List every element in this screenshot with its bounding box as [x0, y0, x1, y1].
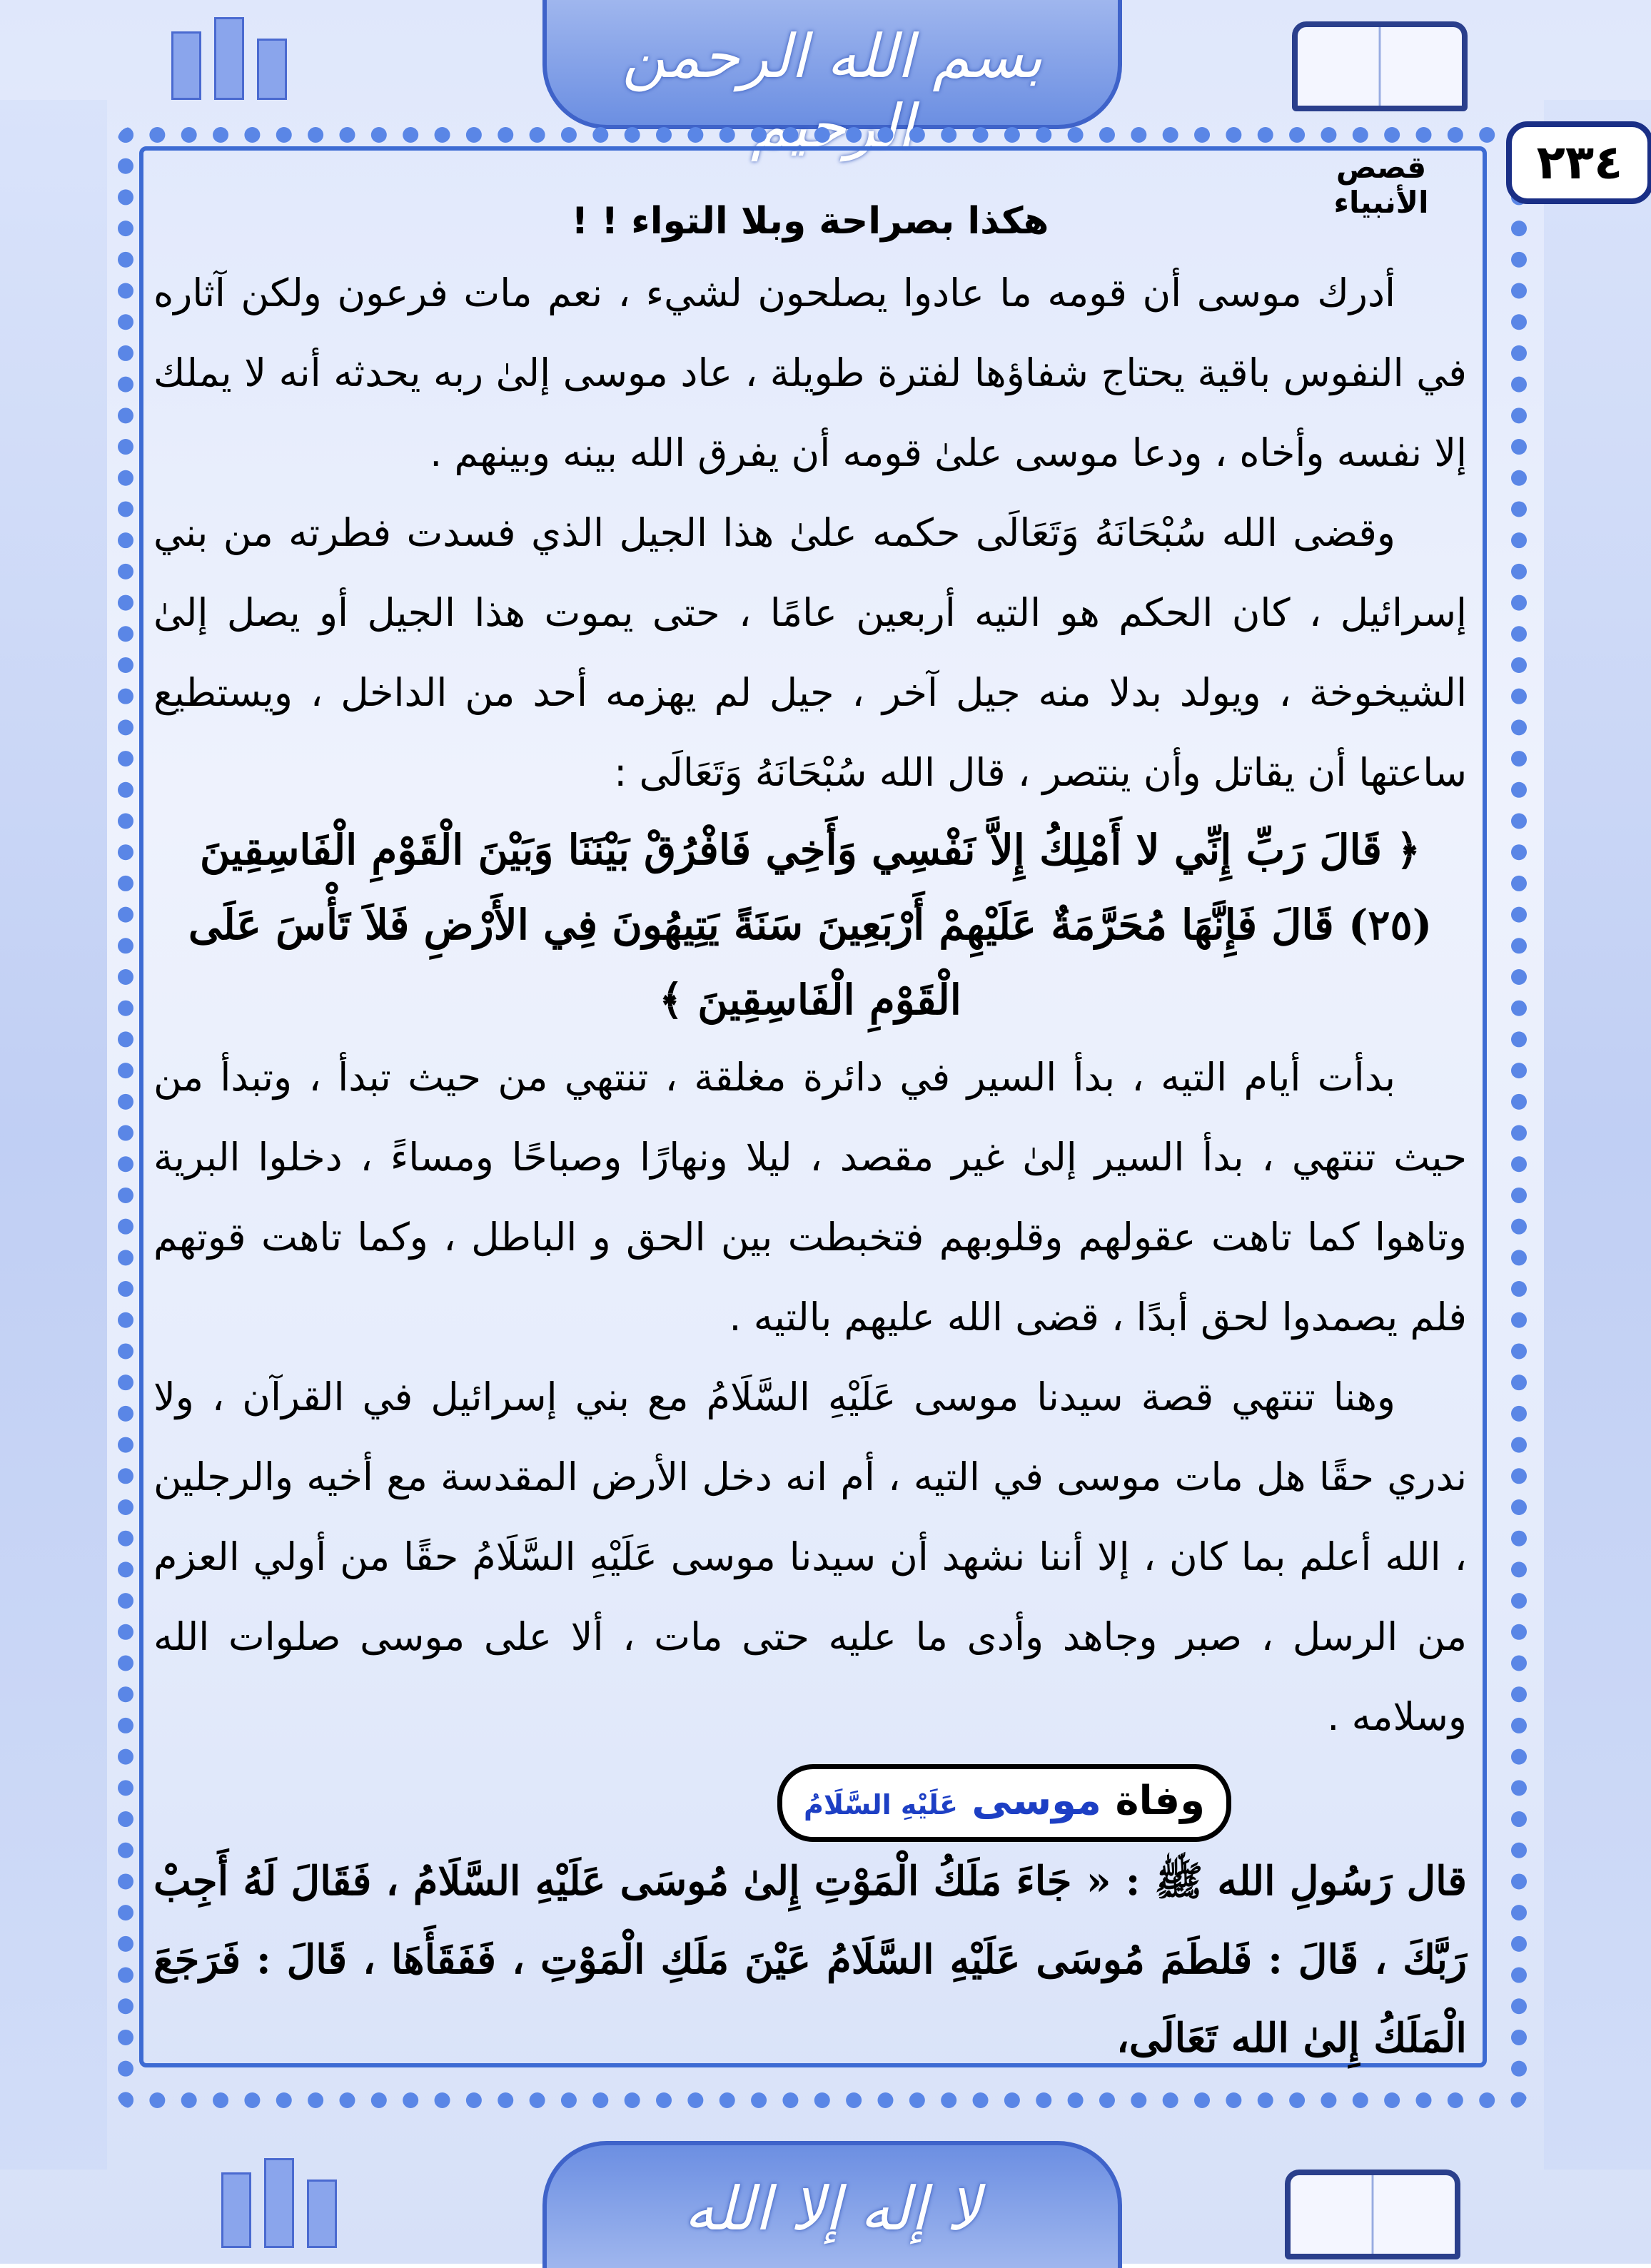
open-book-icon-bottom [1285, 2170, 1460, 2259]
bottom-banner [542, 2141, 1122, 2268]
right-decorative-panel [1544, 100, 1651, 2170]
shahada-calligraphy: لا إله إلا الله [684, 2174, 981, 2244]
paragraph-1: أدرك موسى أن قومه ما عادوا يصلحون لشيء ، نعم مات فرعون ولكن آثاره في النفوس باقية يحتاج شفاؤها لفترة طويلة ، عاد موسى إلىٰ ربه يحدثه أنه لا يملك إلا نفسه وأخاه ، ودعا موسى علىٰ قومه أن يفرق الله بينه وبينهم . [153, 270, 1467, 475]
hadith-text: قال رَسُولِ الله ﷺ : « جَاءَ مَلَكُ الْمَوْتِ إِلىٰ مُوسَى عَلَيْهِ السَّلَامُ ، فَقَالَ لَهُ أَجِبْ رَبَّكَ ، قَالَ : فَلطَمَ مُوسَى عَلَيْهِ السَّلَامُ عَيْنَ مَلَكِ الْمَوْتِ ، فَفَقَأَهَا ، قَالَ : فَرَجَعَ الْمَلَكُ إِلىٰ الله تَعَالَى، [153, 1858, 1467, 2062]
page-number: ٢٣٤ [1506, 121, 1651, 204]
subheading-name: موسى [971, 1778, 1101, 1824]
section-title: هكذا بصراحة وبلا التواء ! ! [571, 200, 1049, 243]
subheading-suffix: عَلَيْهِ السَّلَامُ [804, 1789, 958, 1821]
candles-icon [164, 14, 293, 100]
basmala-calligraphy: بسم الله الرحمن الرحيم [622, 21, 1043, 161]
paragraph-2: وقضى الله سُبْحَانَهُ وَتَعَالَى حكمه علىٰ هذا الجيل الذي فسدت فطرته من بني إسرائيل ، كان الحكم هو التيه أربعين عامًا ، حتى يموت هذا الجيل أو يصل إلىٰ الشيخوخة ، ويولد بدلا منه جيل آخر ، جيل لم يهزمه أحد من الداخل ، ويستطيع ساعتها أن يقاتل وأن ينتصر ، قال الله سُبْحَانَهُ وَتَعَالَى : [153, 510, 1467, 795]
paragraph-3: بدأت أيام التيه ، بدأ السير في دائرة مغلقة ، تنتهي من حيث تبدأ ، وتبدأ من حيث تنتهي ، بدأ السير إلىٰ غير مقصد ، ليلا ونهارًا وصباحًا ومساءً ، دخلوا البرية وتاهوا كما تاهت عقولهم وقلوبهم فتخبطت بين الحق و الباطل ، وكما تاهت قوتهم فلم يصمدوا لحق أبدًا ، قضى الله عليهم بالتيه . [153, 1055, 1467, 1340]
quran-verse: ﴿ قَالَ رَبِّ إِنِّي لا أَمْلِكُ إِلاَّ نَفْسِي وَأَخِي فَافْرُقْ بَيْنَنَا وَبَيْنَ الْقَوْمِ الْفَاسِقِينَ (٢٥) قَالَ فَإِنَّهَا مُحَرَّمَةٌ عَلَيْهِمْ أَرْبَعِينَ سَنَةً يَتِيهُونَ فِي الأَرْضِ فَلاَ تَأْسَ عَلَى الْقَوْمِ الْفَاسِقِينَ ﴾ [188, 826, 1433, 1024]
subheading-death-of-moses [777, 1764, 1231, 1842]
left-decorative-panel [0, 100, 107, 2170]
candles-icon-bottom [214, 2162, 343, 2248]
subheading-prefix: وفاة [1115, 1778, 1205, 1824]
paragraph-4: وهنا تنتهي قصة سيدنا موسى عَلَيْهِ السَّلَامُ مع بني إسرائيل في القرآن ، ولا ندري حقًا هل مات موسى في التيه ، أم انه دخل الأرض المقدسة مع أخيه والرجلين ، الله أعلم بما كان ، إلا أننا نشهد أن سيدنا موسى عَلَيْهِ السَّلَامُ حقًا من أولي العزم من الرسل ، صبر وجاهد وأدى ما عليه حتى مات ، ألا على موسى صلوات الله وسلامه . [153, 1375, 1467, 1739]
running-title: قصص الأنبياء [1333, 150, 1429, 220]
page-body [153, 189, 1467, 2077]
open-book-icon [1292, 21, 1468, 111]
top-banner [542, 0, 1122, 161]
